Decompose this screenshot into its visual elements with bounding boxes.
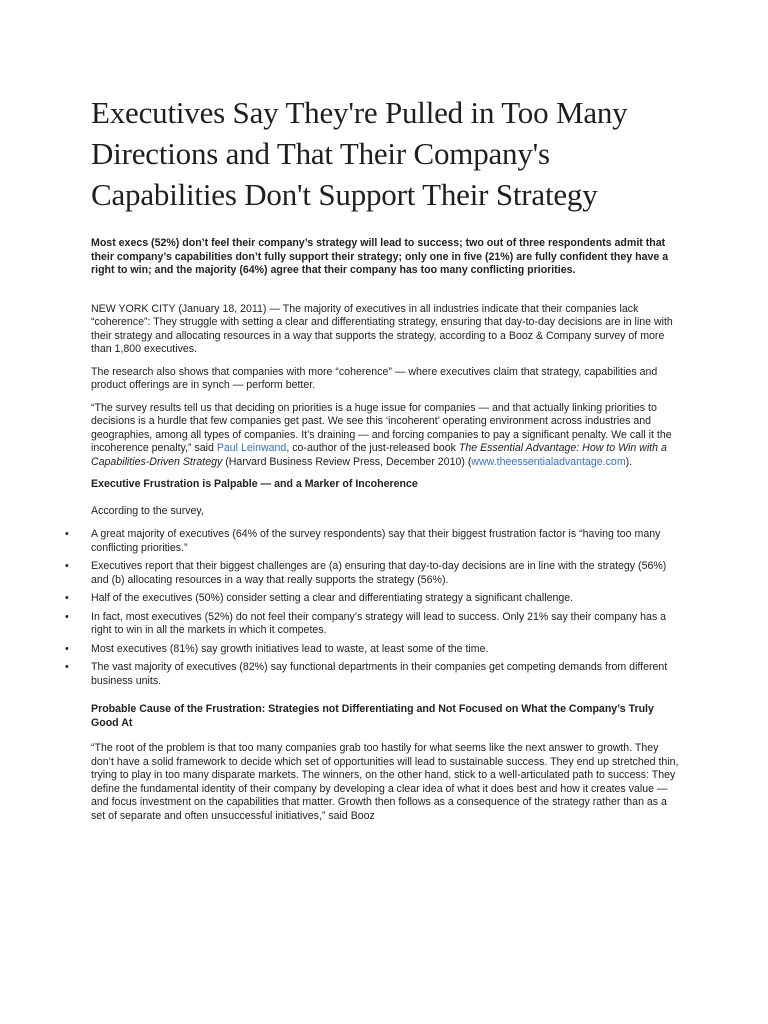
bullet-icon: •: [65, 610, 69, 623]
bullet-icon: •: [65, 528, 69, 541]
list-item: • Executives report that their biggest challenges are (a) ensuring that day-to-day decisions are in line with the strategy (56%) and (b) allocating resources in a way that really supports the strategy (56%).: [65, 560, 667, 586]
paragraph-quote-leinwand: [91, 402, 681, 470]
website-link[interactable]: www.theessentialadvantage.com: [471, 455, 626, 468]
bullet-icon: •: [65, 592, 69, 605]
survey-findings-list: [65, 528, 681, 688]
quote-text-2: , co-author of the just-released book: [286, 442, 459, 455]
list-item: • The vast majority of executives (82%) say functional departments in their companies get competing demands from different business units.: [65, 661, 668, 687]
paragraph-intro: NEW YORK CITY (January 18, 2011) — The majority of executives in all industries indicate that their companies lack “coherence”: They struggle with setting a clear and differentiating strategy, ensuring that day-to-day decisions are in line with their strategy and allocating resources in a way that supports the strategy, according to a Booz & Company survey of more than 1,800 executives.: [91, 302, 673, 356]
section-heading-cause: Probable Cause of the Frustration: Strategies not Differentiating and Not Focused on What the Company’s Truly Good At: [91, 703, 654, 729]
bullet-icon: •: [65, 560, 69, 573]
paragraph-root-problem: “The root of the problem is that too many companies grab too hastily for what seems like the next answer to growth. They don’t have a solid framework to decide which set of opportunities will lead to sustainable success. They end up stretched thin, trying to play in too many disparate markets. The winners, on the other hand, stick to a well-articulated path to success: They define the fundamental identity of their company by developing a clear idea of what it does best and how it creates value — and focus investment on the capabilities that matter. Growth then follows as a consequence of the strategy rather than as a set of separate and often unsuccessful initiatives,” said Booz: [91, 742, 679, 822]
article: [65, 92, 681, 832]
paragraph-according: According to the survey,: [91, 504, 204, 517]
quote-text: “The survey results tell us that deciding on priorities is a huge issue for companies — and that actually linking priorities to decisions is a hurdle that few companies get past. We see this ‘incoherent’ operating environment across industries and geographies, among all types of companies. It’s draining — and forcing companies to pay a significant penalty. We call it the incoherence penalty,” said: [91, 401, 672, 455]
list-item: • In fact, most executives (52%) do not feel their company’s strategy will lead to success. Only 21% say their company has a right to win in all the markets in which it competes.: [65, 610, 667, 637]
author-link[interactable]: Paul Leinwand: [216, 442, 287, 455]
list-item: • Half of the executives (50%) consider setting a clear and differentiating strategy a significant challenge.: [65, 592, 574, 605]
bullet-icon: •: [65, 642, 69, 655]
article-lead: Most execs (52%) don’t feel their company’s strategy will lead to success; two out of three respondents admit that their company’s capabilities don’t fully support their strategy; only one in five (21%) are fully confident they have a right to win; and the majority (64%) agree that their company has too many conflicting priorities.: [91, 237, 669, 277]
section-heading-frustration: Executive Frustration is Palpable — and a Marker of Incoherence: [91, 478, 418, 491]
closing-text: ).: [625, 455, 633, 468]
list-item: • Most executives (81%) say growth initiatives lead to waste, at least some of the time.: [65, 642, 489, 655]
book-title: The Essential Advantage: How to Win with a Capabilities-Driven Strategy: [91, 442, 667, 468]
paragraph-coherence: The research also shows that companies with more “coherence” — where executives claim that strategy, capabilities and product offerings are in synch — perform better.: [91, 365, 658, 392]
list-item: • A great majority of executives (64% of the survey respondents) say that their biggest frustration factor is “having too many conflicting priorities.”: [65, 528, 661, 554]
bullet-icon: •: [65, 661, 69, 674]
article-title: Executives Say They're Pulled in Too Many Directions and That Their Company's Capabilities Don't Support Their Strategy: [91, 95, 628, 212]
publisher-text: (Harvard Business Review Press, December 2010) (: [222, 455, 472, 468]
